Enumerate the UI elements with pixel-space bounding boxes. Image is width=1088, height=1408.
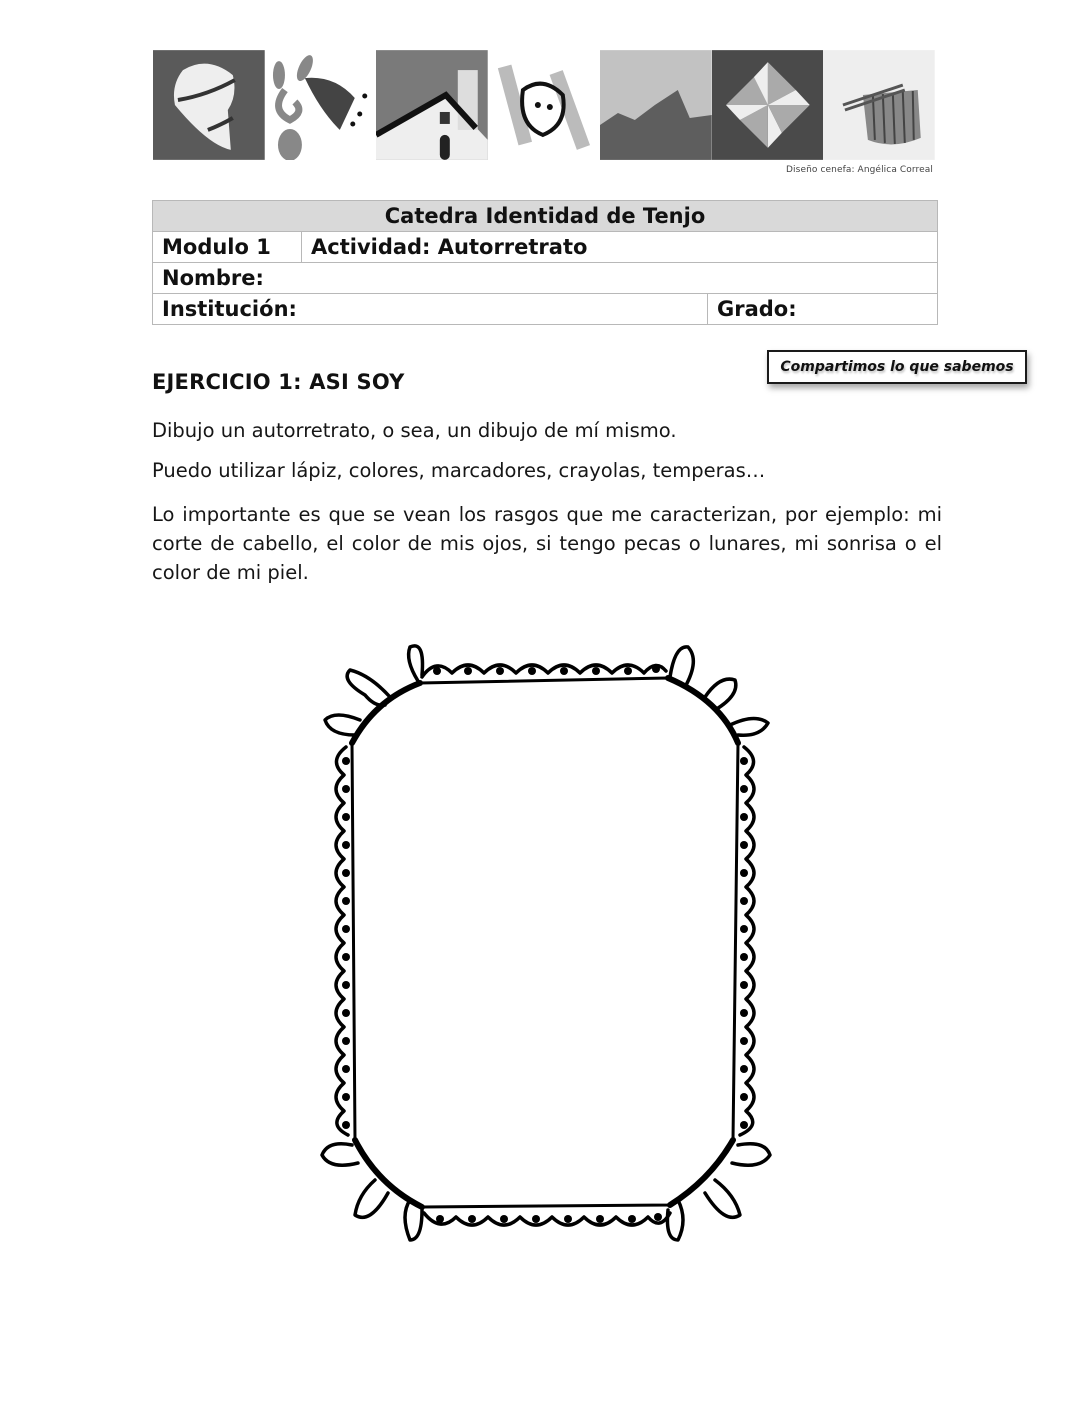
section-tag (767, 350, 1027, 384)
church-icon (376, 50, 488, 160)
name-field[interactable]: Nombre: (153, 263, 938, 294)
drawing-area-frame[interactable] (310, 635, 790, 1250)
course-title: Catedra Identidad de Tenjo (153, 201, 938, 232)
pinwheel-icon (712, 50, 824, 160)
mountains-icon (600, 50, 712, 160)
woven-basket-icon (823, 50, 935, 160)
petroglyph-figure-icon (488, 50, 600, 160)
grade-field[interactable]: Grado: (708, 294, 938, 325)
instruction-paragraph: Dibujo un autorretrato, o sea, un dibujo de mí mismo. (152, 419, 677, 442)
header-banner (153, 50, 935, 160)
flower-branch-icon (265, 50, 377, 160)
instruction-paragraph: Lo importante es que se vean los rasgos que me caracterizan, por ejemplo: mi corte de cabello, el color de mis ojos, si tengo pecas o lunares, mi sonrisa o el color de mi piel. (152, 503, 942, 584)
activity-info-table (152, 200, 938, 325)
decorative-frame-icon (310, 635, 790, 1250)
exercise-heading: EJERCICIO 1: ASI SOY (152, 370, 405, 394)
module-label: Modulo 1 (153, 232, 302, 263)
banner-credit: Diseño cenefa: Angélica Correal (786, 165, 933, 175)
institution-field[interactable]: Institución: (153, 294, 708, 325)
spinning-top-icon (153, 50, 265, 160)
instruction-paragraph: Puedo utilizar lápiz, colores, marcadores, crayolas, temperas… (152, 459, 766, 482)
activity-label: Actividad: Autorretrato (302, 232, 938, 263)
section-tag-label: Compartimos lo que sabemos (780, 359, 1014, 375)
